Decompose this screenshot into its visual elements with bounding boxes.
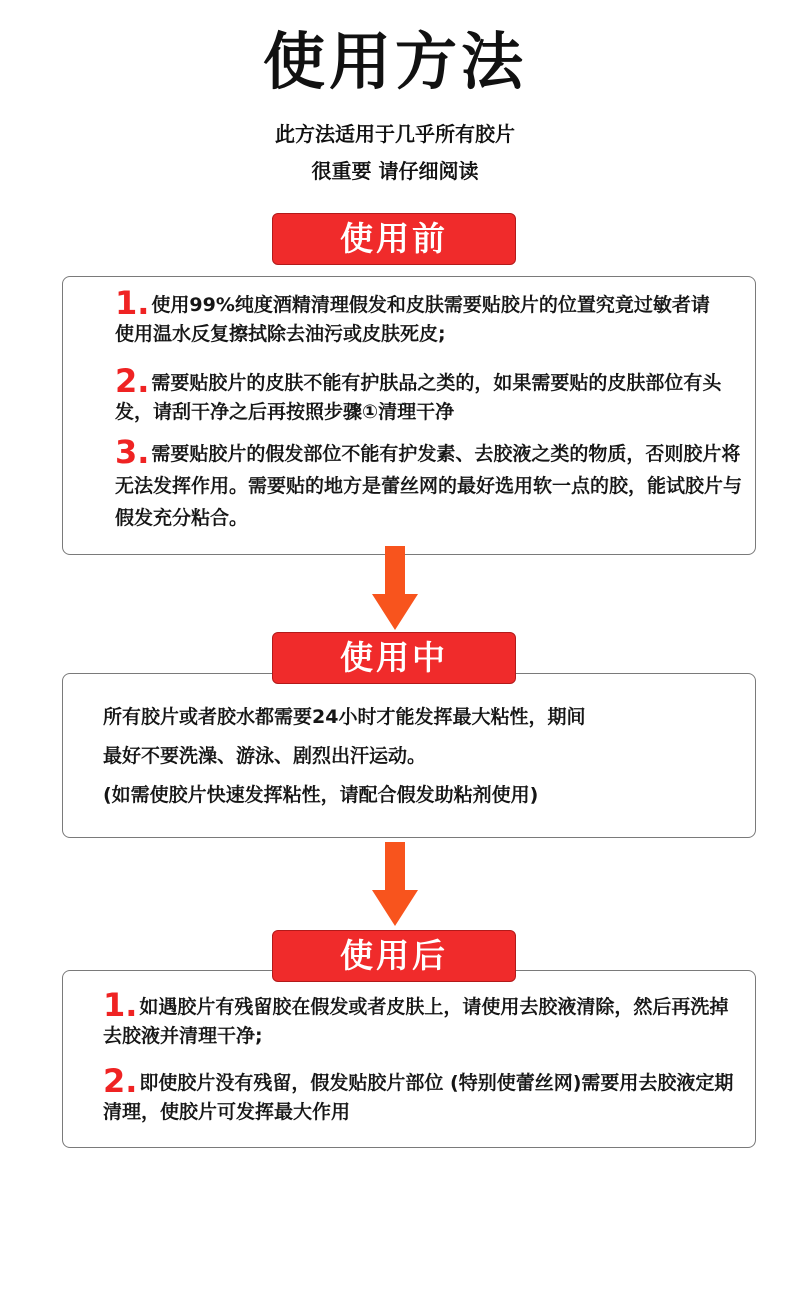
- section-label-during: 使用中: [272, 632, 516, 684]
- section-label-after: 使用后: [272, 930, 516, 982]
- item-number: 2.: [103, 1062, 138, 1100]
- list-item: [103, 1062, 735, 1127]
- section-box-before: [62, 276, 756, 555]
- subtitle-line-2: 很重要 请仔细阅读: [311, 159, 479, 183]
- item-text: 需要贴胶片的假发部位不能有护发素、去胶液之类的物质，否则胶片将无法发挥作用。需要贴的地方是蕾丝网的最好选用软一点的胶，能试胶片与假发充分粘合。: [115, 443, 743, 529]
- item-text: 使用99%纯度酒精清理假发和皮肤需要贴胶片的位置究竟过敏者请使用温水反复擦拭除去油污或皮肤死皮;: [115, 294, 710, 345]
- item-text: 如遇胶片有残留胶在假发或者皮肤上，请使用去胶液清除，然后再洗掉去胶液并清理干净;: [103, 996, 729, 1047]
- during-text: [103, 698, 743, 815]
- section-label-before: 使用前: [272, 213, 516, 265]
- item-number: 3.: [115, 433, 150, 471]
- during-line-1: 所有胶片或者胶水都需要24小时才能发挥最大粘性，期间: [103, 706, 586, 728]
- list-item: [115, 284, 725, 349]
- during-line-3: (如需使胶片快速发挥粘性，请配合假发助粘剂使用): [103, 784, 539, 806]
- list-item: [103, 986, 735, 1051]
- list-item: [115, 362, 735, 427]
- item-text: 即使胶片没有残留，假发贴胶片部位 (特别使蕾丝网)需要用去胶液定期清理，使胶片可发挥最大作用: [103, 1072, 734, 1123]
- item-number: 1.: [115, 284, 150, 322]
- subtitle-line-1: 此方法适用于几乎所有胶片: [275, 122, 515, 146]
- item-text: 需要贴胶片的皮肤不能有护肤品之类的，如果需要贴的皮肤部位有头发，请刮干净之后再按照步骤①清理干净: [115, 372, 722, 423]
- item-number: 2.: [115, 362, 150, 400]
- section-box-after: [62, 970, 756, 1148]
- page-title: 使用方法: [262, 25, 527, 98]
- during-line-2: 最好不要洗澡、游泳、剧烈出汗运动。: [103, 745, 427, 767]
- item-number: 1.: [103, 986, 138, 1024]
- arrow-down-icon: [372, 546, 418, 630]
- section-box-during: [62, 673, 756, 838]
- list-item: [115, 433, 745, 534]
- arrow-down-icon: [372, 842, 418, 926]
